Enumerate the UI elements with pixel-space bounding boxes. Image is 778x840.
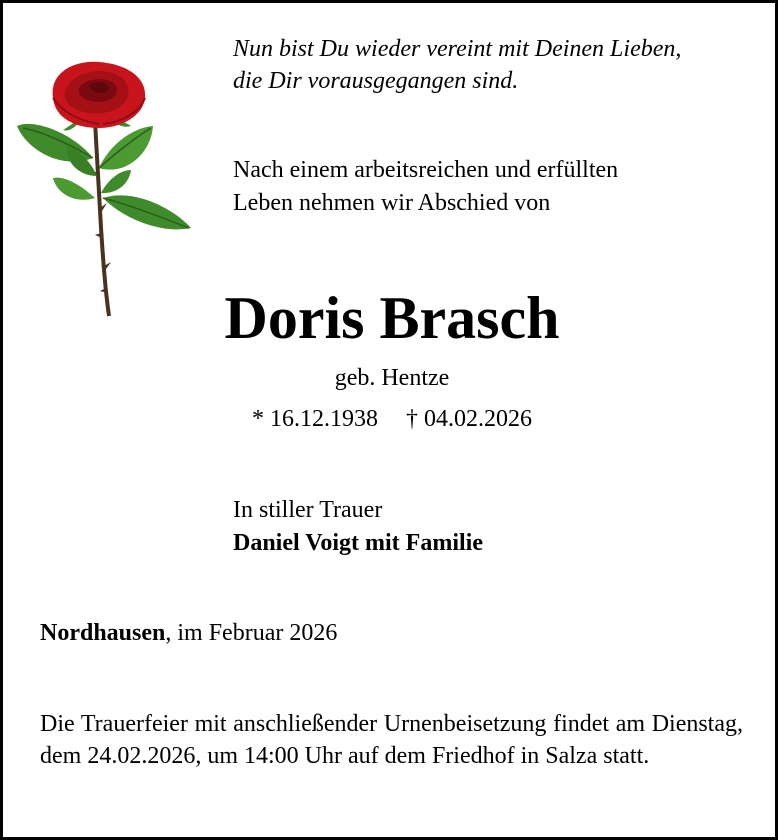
verse-line-1: Nun bist Du wieder vereint mit Deinen Lieben,	[233, 36, 682, 62]
intro-line-1: Nach einem arbeitsreichen und erfüllten	[233, 157, 619, 183]
maiden-name: geb. Hentze	[334, 365, 450, 391]
mourners-names: Daniel Voigt mit Familie	[233, 530, 483, 556]
verse	[233, 33, 681, 97]
intro-line-2: Leben nehmen wir Abschied von	[233, 190, 551, 216]
birth-date: * 16.12.1938	[252, 406, 378, 432]
death-date: † 04.02.2026	[406, 406, 532, 432]
mourners	[233, 494, 483, 560]
place-date	[40, 617, 337, 649]
place-date-text: , im Februar 2026	[165, 620, 338, 646]
service-notice: Die Trauerfeier mit anschließender Urnenbeisetzung findet am Dienstag, dem 24.02.2026, um 14:00 Uhr auf dem Friedhof in Salza statt.	[40, 711, 743, 769]
life-dates	[3, 404, 778, 434]
mourners-intro: In stiller Trauer	[233, 497, 383, 523]
place-name: Nordhausen	[40, 620, 166, 646]
rose-image	[13, 58, 198, 320]
deceased-name: Doris Brasch	[224, 285, 560, 351]
verse-line-2: die Dir vorausgegangen sind.	[233, 68, 519, 94]
intro-text	[233, 154, 618, 220]
